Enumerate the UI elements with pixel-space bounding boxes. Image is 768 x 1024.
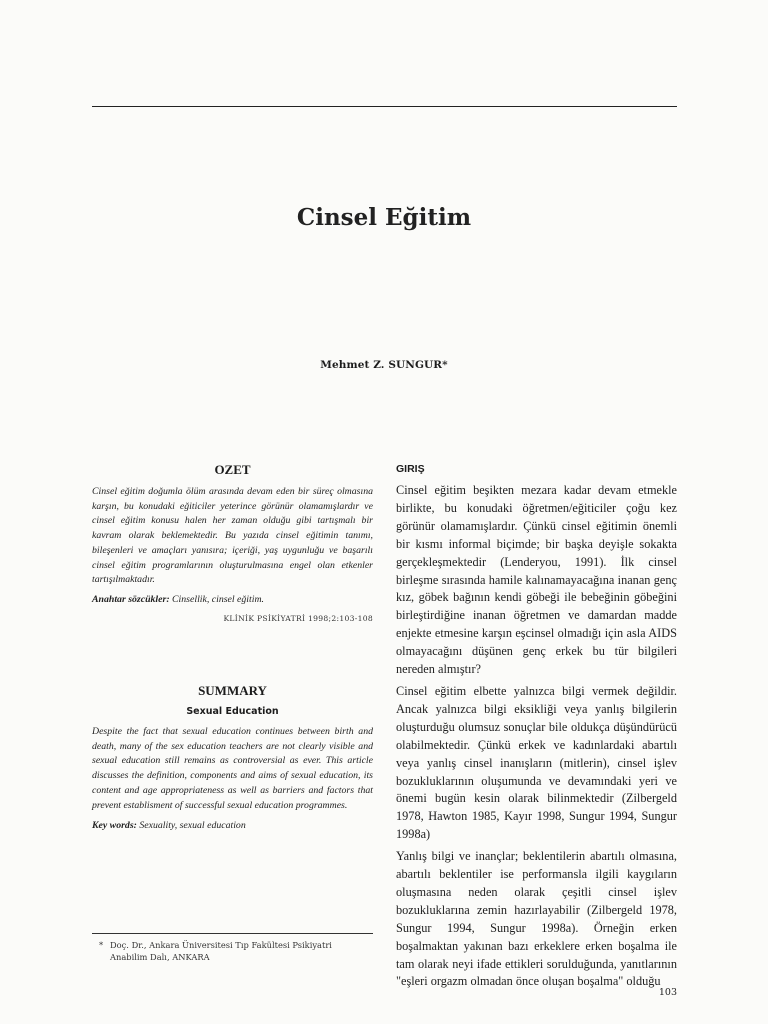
summary-subheading: Sexual Education [186,706,279,717]
summary-keywords-label: Key words: [92,820,137,832]
ozet-keywords-value: Cinsellik, cinsel eğitim. [169,593,264,605]
ozet-keywords-label: Anahtar sözcükler: [92,593,170,605]
footnote-line-2: Anabilim Dalı, ANKARA [110,951,210,962]
giris-heading: GIRIŞ [396,463,425,475]
body-paragraph: Cinsel eğitim elbette yalnızca bilgi vermek değildir. Ancak yalnızca bilgi eksikliği veya yanlış bilgilerin oluşturduğu olumsuz sonuçlar bile oldukça düşündürücü olabilmektedir. Çünkü erkek ve kadınlardaki abartılı veya yanlış cinsel inanışların (mitlerin), cinsel işlev bozukluklarının oluşumunda ve devamındaki yeri ve önemi bugün kesin olarak bilinmektedir (Zilbergeld 1978, Hawton 1985, Kayır 1998, Sungur 1994, Sungur 1998a) [396,683,677,842]
giris-section [396,463,677,991]
ozet-section [92,462,373,623]
footnote-line-1: Doç. Dr., Ankara Üniversitesi Tıp Fakültesi Psikiyatri [110,940,332,950]
summary-heading: SUMMARY [198,683,267,698]
ozet-heading: OZET [214,462,251,477]
summary-keywords [92,820,373,831]
summary-text: Despite the fact that sexual education continues between birth and death, many of the sex education teachers are not clearly visible and sexual education still remains as controversial as ever. This article discusses the definition, components and aims of sexual education, its content and age appropriateness as well as barriers and factors that prevent establisment of successful sexual education programmes. [92,726,373,811]
footnote-rule [92,933,373,934]
author-name: Mehmet Z. SUNGUR* [320,359,448,371]
body-paragraph: Yanlış bilgi ve inançlar; beklentilerin abartılı olmasına, abartılı beklentiler ise performansla ilgili kaygıların oluşmasına neden olarak çeşitli cinsel işlev bozukluklarına zemin hazırlayabilir (Zilbergeld 1978, Sungur 1994, Sungur 1998a). Örneğin erken boşalmaktan yakınan bazı erkeklere erken boşalma ile tam olarak neyi ifade ettikleri sorulduğunda, yanıtlarının "eşleri orgazm olmadan önce oluşan boşalma" olduğu [396,849,677,989]
summary-keywords-value: Sexuality, sexual education [136,820,246,832]
page-number: 103 [658,987,677,998]
summary-section [92,683,373,831]
body-paragraph: Cinsel eğitim beşikten mezara kadar devam etmekle birlikte, bu konudaki öğretmen/eğiticiler çoğu kez görünür olamamışlardır. Çünkü cinsel eğitimin önemli bir kısmı informal biçimde; bir başka deyişle sokakta gerçekleşmektedir (Lenderyou, 1991). İlk cinsel birleşme sırasında hamile kalınamayacağına inanan genç kız, göbek bağının kendi göbeği ile bebeğinin göbeğini birleştirdiğine inanan öğretmen ve damardan madde enjekte etmesine karşın eşcinsel olmadığı için asla AIDS olmayacağını düşünen genç erkek bu tür bilgileri nereden almıştır? [396,483,677,677]
article-title: Cinsel Eğitim [296,204,472,231]
ozet-text: Cinsel eğitim doğumla ölüm arasında devam eden bir süreç olmasına karşın, bu konudaki eğiticiler yeterince görünür olamamışlardır ve cinsel eğitim konusu halen her zaman olduğu gibi tartışmalı bir kavram olarak beklemektedir. Bu yazıda cinsel eğitimin tanımı, bileşenleri ve amaçları yanısıra; içeriği, yaş uygunluğu ve başarılı cinsel eğitim programlarının oluşturulmasına engel olan etkenler tartışılmaktadır. [92,486,373,586]
ozet-keywords [92,594,373,605]
journal-citation: KLİNİK PSİKİYATRİ 1998;2:103-108 [223,613,373,623]
footnote-marker: * [99,940,104,950]
footnote [99,940,373,963]
header-rule [92,106,677,107]
